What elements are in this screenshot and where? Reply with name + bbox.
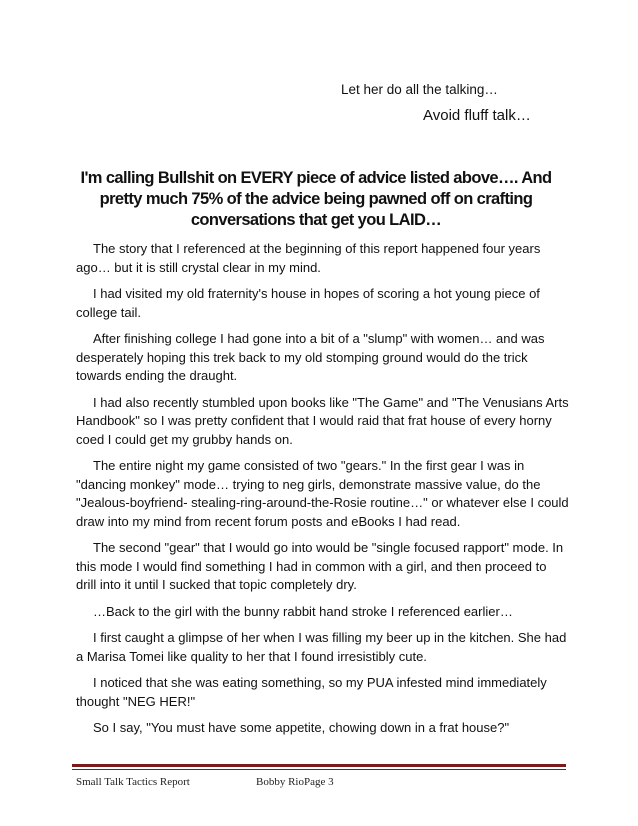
footer-report-title: Small Talk Tactics Report	[76, 776, 190, 788]
section-headline: I'm calling Bullshit on EVERY piece of advice listed above…. And pretty much 75% of the advice being pawned off on crafting conversations that get you LAID…	[80, 169, 552, 229]
story-paragraph: I had also recently stumbled upon books like "The Game" and "The Venusians Arts Handbook" so I was pretty confident that I would raid that frat house of every horny coed I could get my grubby hands on.	[76, 394, 569, 447]
story-body	[76, 240, 570, 746]
tip-let-her-talk: Let her do all the talking…	[341, 82, 498, 97]
footer-divider	[72, 764, 566, 770]
story-paragraph: The second "gear" that I would go into would be "single focused rapport" mode. In this mode I would find something I had in common with a girl, and then proceed to drill into it until I sucked that topic completely dry.	[76, 540, 564, 592]
story-paragraph: I noticed that she was eating something, so my PUA infested mind immediately thought "NEG HER!"	[76, 675, 547, 709]
story-paragraph: …Back to the girl with the bunny rabbit hand stroke I referenced earlier…	[93, 603, 513, 619]
footer-author-page: Bobby RioPage 3	[256, 776, 334, 788]
story-paragraph: After finishing college I had gone into a bit of a "slump" with women… and was desperately hoping this trek back to my old stomping ground would do the trick towards ending the draught.	[76, 331, 545, 383]
story-paragraph: I had visited my old fraternity's house in hopes of scoring a hot young piece of college tail.	[76, 286, 540, 320]
story-paragraph: I first caught a glimpse of her when I was filling my beer up in the kitchen. She had a Marisa Tomei like quality to her that I found irresistibly cute.	[76, 630, 567, 664]
story-paragraph: So I say, "You must have some appetite, chowing down in a frat house?"	[93, 720, 510, 735]
tip-avoid-fluff: Avoid fluff talk…	[423, 107, 531, 124]
story-paragraph: The entire night my game consisted of two "gears." In the first gear I was in "dancing monkey" mode… trying to neg girls, demonstrate massive value, do the "Jealous-boyfriend- stealing-ring-around-the-Rosie routine…" or whatever else I could draw into my mind from recent forum posts and eBooks I had read.	[76, 458, 569, 529]
story-paragraph: The story that I referenced at the beginning of this report happened four years ago… but it is still crystal clear in my mind.	[76, 241, 541, 275]
